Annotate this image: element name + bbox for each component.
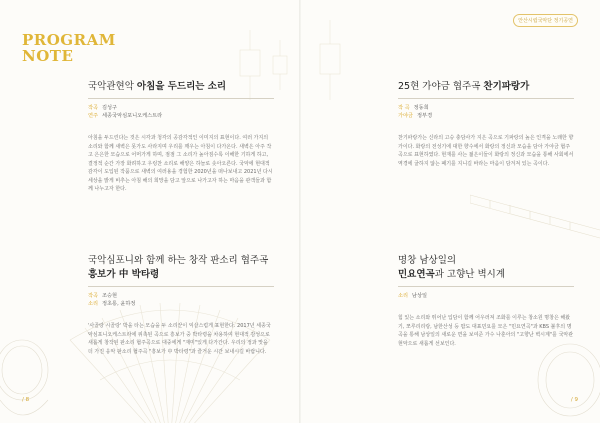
program-name: 흥보가 中 박타령 (88, 269, 160, 280)
program-card (88, 254, 274, 356)
program-title (398, 80, 574, 94)
drum-decoration (0, 330, 60, 423)
concert-tag: 안산시립국악단 정기공연 (513, 14, 578, 27)
program-title (398, 254, 574, 268)
credit-name: 조승현 (102, 293, 118, 299)
credit-row (398, 292, 574, 300)
credit-name: 정부경 (417, 113, 433, 119)
credit-name: 정초롱, 윤하정 (102, 301, 136, 307)
credit-role: 연주 (88, 113, 99, 119)
program-title-line2 (88, 268, 274, 282)
program-title (88, 80, 274, 94)
credit-name: 남상일 (412, 293, 428, 299)
program-note-title: PROGRAM NOTE (22, 31, 116, 65)
program-name: 찬기파랑가 (483, 81, 530, 92)
program-name: 아침을 두드리는 소리 (136, 81, 227, 92)
credit-name: 정동희 (413, 105, 429, 111)
credit-name: 김성구 (102, 105, 118, 111)
credit-row (398, 112, 574, 120)
program-genre: 명창 남상일의 (398, 255, 457, 266)
program-name-suffix: 과 고향난 벽시계 (434, 269, 505, 280)
credit-role: 가야금 (398, 113, 414, 119)
program-title (88, 254, 274, 268)
credit-role: 작 곡 (398, 105, 410, 111)
page-number: / 9 (570, 397, 578, 403)
credit-role: 소리 (88, 301, 99, 307)
title-divider (88, 98, 274, 99)
program-card (88, 80, 274, 194)
gayageum-decoration (470, 175, 600, 245)
program-description: 힘 있는 소리와 뛰어난 입담이 함께 어우러져 조화를 이루는 창소원 명창은 해왔기, 쪼루리리랑, 남한산성 등 팝도 대표민요를 모은 "민요연곡"과 KBS 불후의 명곡을 통해 남상일의 새로운 면을 보여준 가수 나훈아의 "고향난 벽시계"를 국악관현악으로 새롭게 선보인다. (398, 315, 574, 347)
program-title-line2 (398, 268, 574, 282)
title-divider (398, 98, 574, 99)
lantern-decoration (300, 20, 390, 110)
credit-row (88, 300, 274, 308)
page-number: / 8 (22, 397, 30, 403)
credit-row (88, 104, 274, 112)
credit-name: 세종국악심포니오케스트라 (102, 113, 163, 119)
program-genre: 25현 가야금 협주곡 (398, 81, 484, 92)
title-divider (88, 286, 274, 287)
program-card (398, 80, 574, 168)
program-genre: 국악관현악 (88, 81, 137, 92)
credit-row (398, 104, 574, 112)
program-name: 민요연곡 (398, 269, 435, 280)
credit-role: 작곡 (88, 105, 99, 111)
program-card (398, 254, 574, 348)
right-page (300, 0, 600, 423)
credit-row (88, 292, 274, 300)
credit-row (88, 112, 274, 120)
credit-role: 작곡 (88, 293, 99, 299)
program-description: 아침을 두드린다는 것은 시각과 청각의 공감각적인 이미지의 표현이다. 여러 가지의 소리와 함께 새벽은 못가도 사라지며 우리를 깨우는 아침이 다가온다. 새벽은 아주 작고 은은한 모습으로 어머가게 하며, 점점 그 소리가 높아짐수록 이해한 기하게 하고, 결정적 순간 가장 화려하고 우렁찬 소리로 해양은 하늘로 솟아오른다. 국악에 현대적 감각이 도입된 작품으로 새벽의 여러용을 경험한 2020년을 떠나보내고 2021년 다시 세상을 밝게 비추는 아침 해의 희망을 담고 앞으로 나가고자 하는 마음을 관객들과 함께 나누고자 한다. (88, 135, 273, 192)
program-description: '사골랑 시골랑' 박을 타는 모습을 두 소리꾼이 익살스럽게 표현한다. 2017년 세종국악심포니오케스트라에 위촉된 곡으로 흥보가 중 박타령을 차용하여 현대적 감성으로 새롭게 창작된 판소리 협주곡으로 대중에게 "재미"있게 다가간다. 우리의 정과 맛을 더 가진 응악 판소리 협주곡 "흥보가 中 박타령"과 즐거운 시간 보내시길 바랍니다. (88, 323, 271, 355)
title-divider (398, 286, 574, 287)
program-genre: 국악심포니와 함께 하는 창작 판소리 협주곡 (88, 255, 269, 266)
program-description: 찬기파랑가는 신라의 고승 충담사가 지은 곡으로 기파랑의 높은 인격을 노래한 향가이다. 화랑의 전성기에 대한 향수에서 화랑의 정신과 모습을 담아 가야금 협주곡으로 표현하였다. 현재를 사는 젊은이들이 화랑의 정신과 모습을 통해 사회에서 역경에 굴하지 않는 패기를 지니길 바라는 마음이 담겨져 있는 곡이다. (398, 135, 574, 167)
credit-role: 소리 (398, 293, 409, 299)
